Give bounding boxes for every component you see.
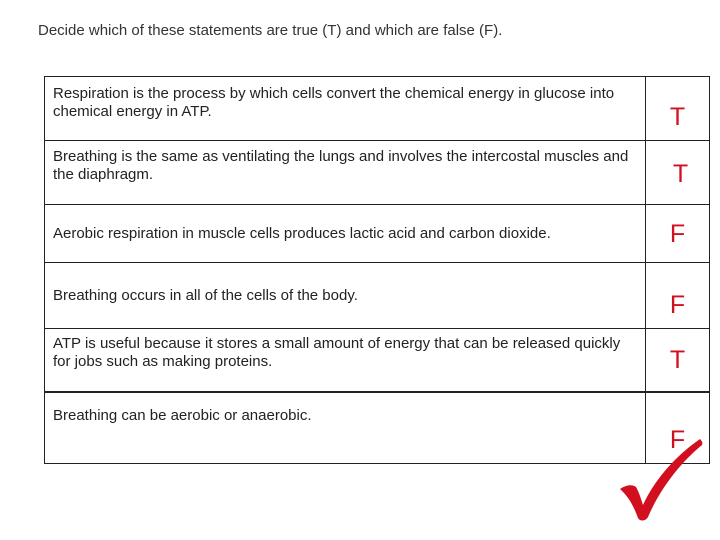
statement-2: Breathing is the same as ventilating the lungs and involves the intercostal muscles and the diaphragm. <box>45 141 646 205</box>
statement-4: Breathing occurs in all of the cells of the body. <box>45 263 646 329</box>
answer-1: T <box>646 77 710 141</box>
table-row <box>45 392 710 464</box>
statement-3: Aerobic respiration in muscle cells produces lactic acid and carbon dioxide. <box>45 205 646 263</box>
answer-5: T <box>646 329 710 393</box>
true-false-table <box>44 76 710 464</box>
table-row <box>45 141 710 205</box>
statement-1: Respiration is the process by which cells convert the chemical energy in glucose into chemical energy in ATP. <box>45 77 646 141</box>
checkmark-icon <box>618 437 704 523</box>
answer-2: T <box>646 141 710 205</box>
instruction-text: Decide which of these statements are true (T) and which are false (F). <box>38 22 503 39</box>
statement-6: Breathing can be aerobic or anaerobic. <box>45 392 646 464</box>
answer-4: F <box>646 263 710 329</box>
statement-5: ATP is useful because it stores a small amount of energy that can be released quickly for jobs such as making proteins. <box>45 329 646 393</box>
table-row <box>45 329 710 393</box>
answer-6: F <box>646 392 710 464</box>
table-row <box>45 263 710 329</box>
table-row <box>45 205 710 263</box>
answer-3: F <box>646 205 710 263</box>
table-row <box>45 77 710 141</box>
